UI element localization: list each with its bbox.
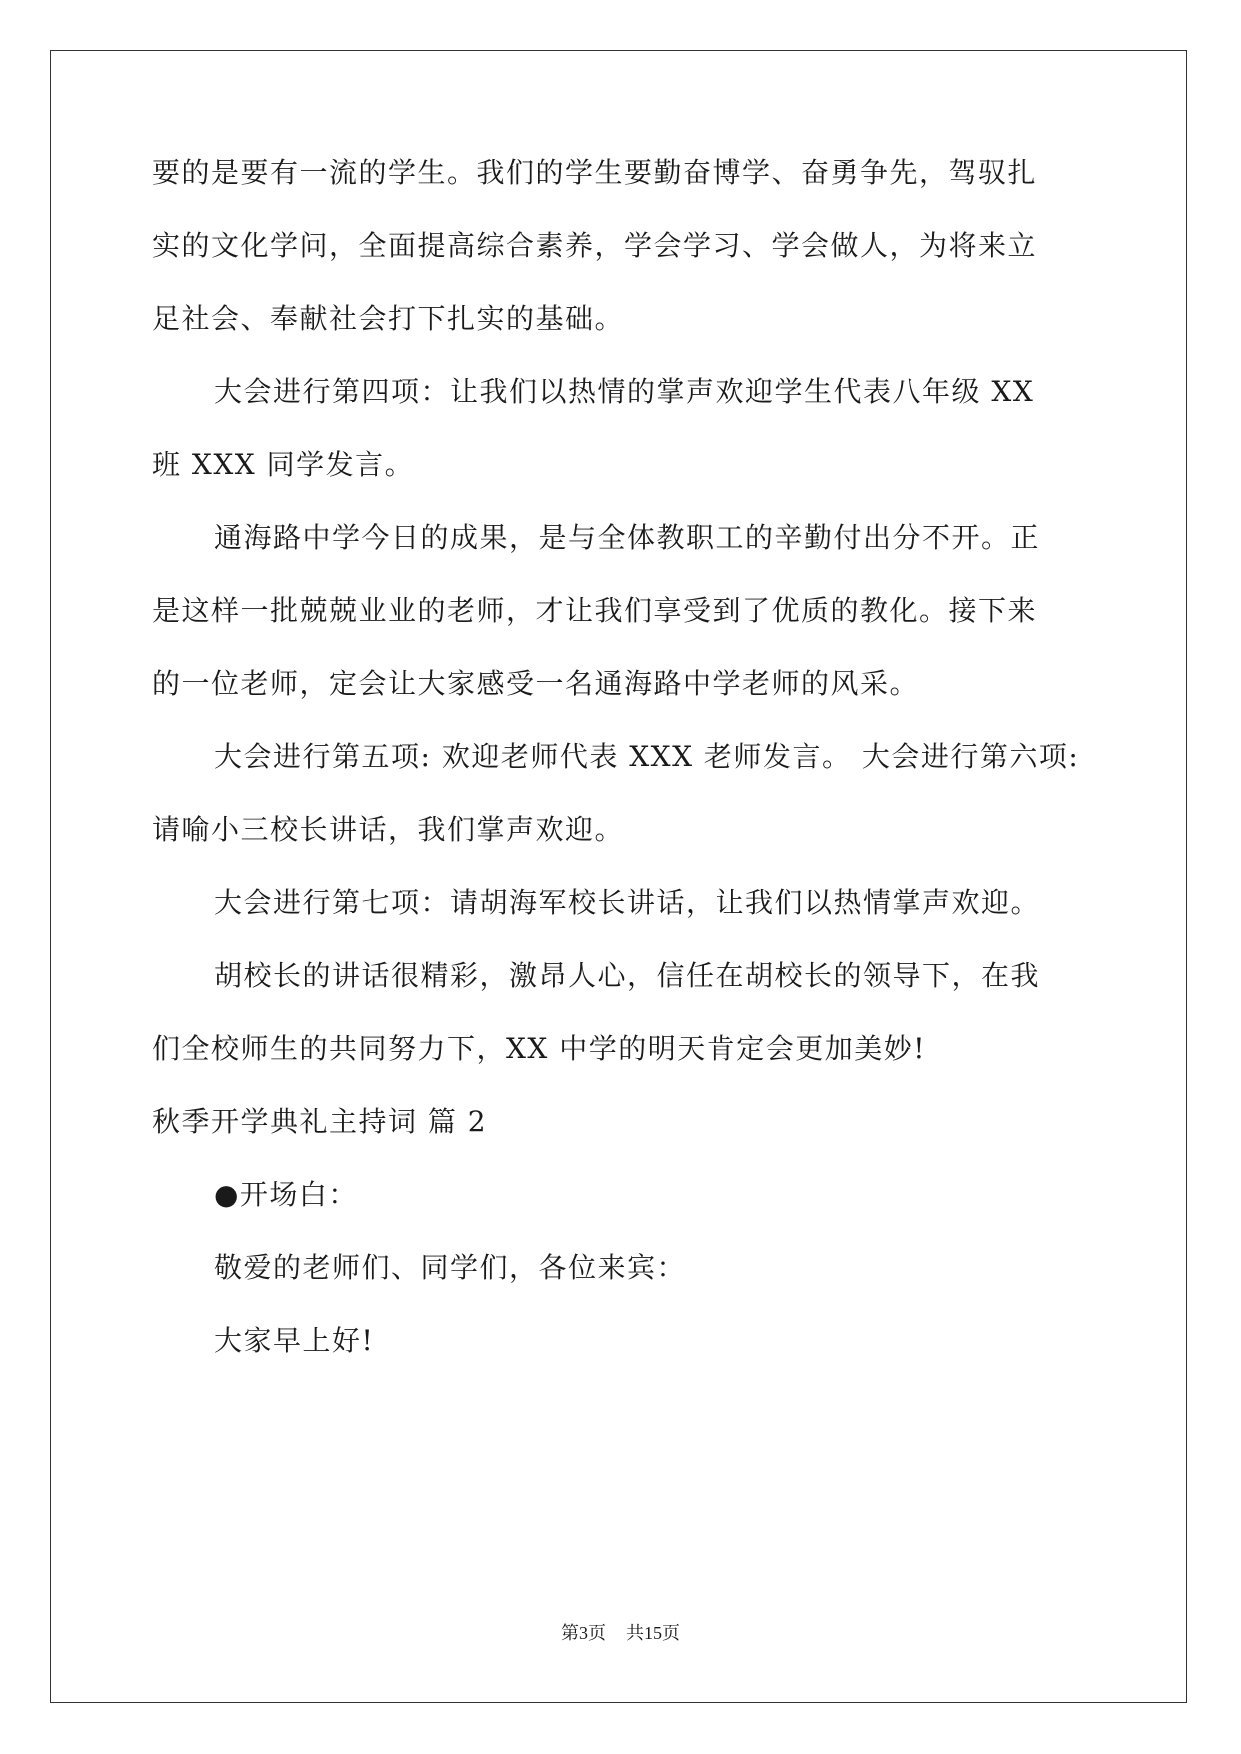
salutation: 敬爱的老师们、同学们，各位来宾： xyxy=(214,1251,687,1284)
page-footer xyxy=(0,1622,1241,1644)
body-text-line: 班 XXX 同学发言。 xyxy=(152,448,415,481)
body-text-line: 请喻小三校长讲话，我们掌声欢迎。 xyxy=(152,813,625,846)
agenda-item-5-6: 大会进行第五项: 欢迎老师代表 XXX 老师发言。 大会进行第六项: xyxy=(214,740,1080,773)
page-total: 共15页 xyxy=(626,1623,680,1643)
opening-label: ●开场白： xyxy=(214,1178,358,1211)
agenda-item-7: 大会进行第七项：请胡海军校长讲话，让我们以热情掌声欢迎。 xyxy=(214,886,1041,919)
greeting: 大家早上好! xyxy=(214,1324,375,1357)
page-number: 第3页 xyxy=(561,1623,606,1643)
body-text-line: 实的文化学问，全面提高综合素养，学会学习、学会做人，为将来立 xyxy=(152,229,1038,262)
body-text-line: 们全校师生的共同努力下，XX 中学的明天肯定会更加美妙! xyxy=(152,1032,927,1065)
body-text-line: 的一位老师，定会让大家感受一名通海路中学老师的风采。 xyxy=(152,667,920,700)
body-text-line: 是这样一批兢兢业业的老师，才让我们享受到了优质的教化。接下来 xyxy=(152,594,1038,627)
body-text-line: 胡校长的讲话很精彩，激昂人心，信任在胡校长的领导下，在我 xyxy=(214,959,1041,992)
body-text-line: 通海路中学今日的成果，是与全体教职工的辛勤付出分不开。正 xyxy=(214,521,1041,554)
agenda-item-4: 大会进行第四项：让我们以热情的掌声欢迎学生代表八年级 XX xyxy=(214,375,1035,408)
section-heading: 秋季开学典礼主持词 篇 2 xyxy=(152,1105,488,1138)
page-border xyxy=(50,50,1187,1703)
body-text-line: 足社会、奉献社会打下扎实的基础。 xyxy=(152,302,625,335)
body-text-line: 要的是要有一流的学生。我们的学生要勤奋博学、奋勇争先，驾驭扎 xyxy=(152,156,1038,189)
